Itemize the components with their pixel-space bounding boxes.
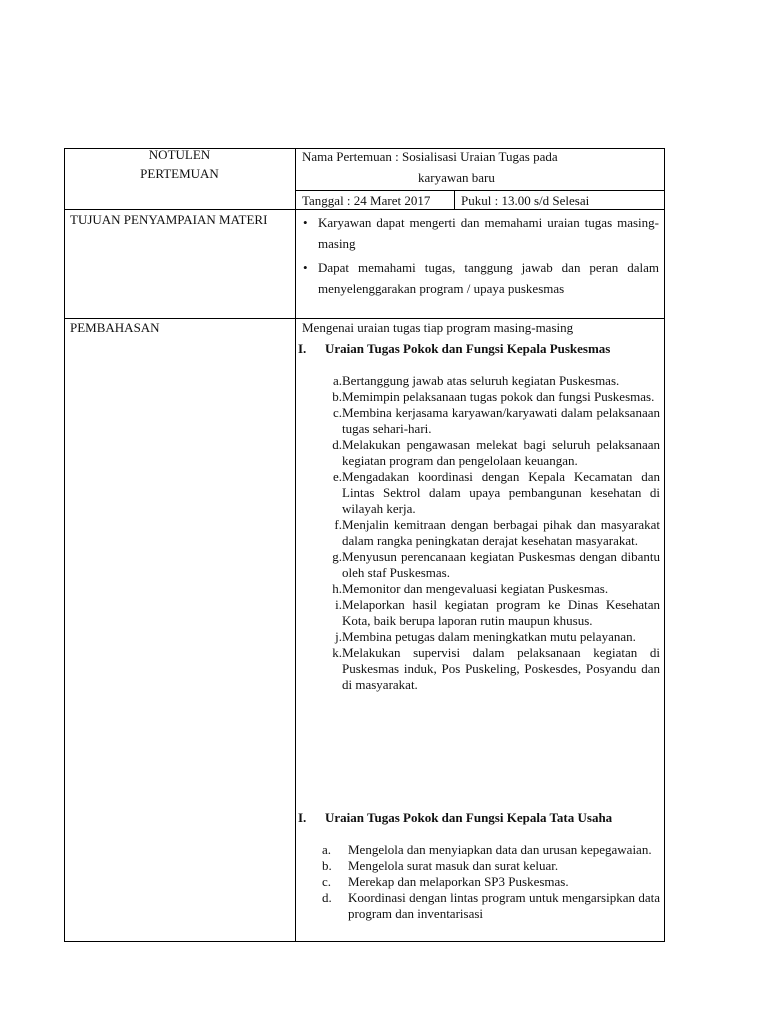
- tujuan-row-divider: [64, 318, 665, 319]
- section2-heading: Uraian Tugas Pokok dan Fungsi Kepala Tata Usaha: [325, 810, 613, 825]
- list-item: g. Menyusun perencanaan kegiatan Puskesmas dengan dibantu oleh staf Puskesmas.: [332, 549, 660, 580]
- tujuan-label: TUJUAN PENYAMPAIAN MATERI: [70, 212, 268, 227]
- list-item: i. Melaporkan hasil kegiatan program ke Dinas Kesehatan Kota, baik berupa laporan rutin maupun khusus.: [335, 597, 660, 628]
- meeting-date: Tanggal : 24 Maret 2017: [302, 193, 431, 208]
- section1-number: I.: [298, 341, 307, 356]
- section1-heading: Uraian Tugas Pokok dan Fungsi Kepala Puskesmas: [325, 341, 611, 356]
- list-item: f. Menjalin kemitraan dengan berbagai pihak dan masyarakat dalam rangka peningkatan derajat kesehatan masyarakat.: [334, 517, 660, 548]
- list-item: k. Melakukan supervisi dalam pelaksanaan kegiatan di Puskesmas induk, Pos Puskeling, Poskesdes, Posyandu dan di masyarakat.: [332, 645, 660, 692]
- meeting-time: Pukul : 13.00 s/d Selesai: [461, 193, 590, 208]
- section2-list: [322, 842, 660, 922]
- list-item: d. Melakukan pengawasan melekat bagi seluruh pelaksanaan kegiatan program dan pengelolaan keuangan.: [332, 437, 660, 468]
- title-notulen: NOTULEN: [148, 147, 211, 162]
- date-row-divider: [64, 209, 665, 210]
- header-row-divider: [295, 190, 665, 191]
- list-item: e. Mengadakan koordinasi dengan Kepala Kecamatan dan Lintas Sektrol dalam upaya pembangunan kesehatan di wilayah kerja.: [332, 469, 660, 516]
- pembahasan-label: PEMBAHASAN: [70, 320, 160, 335]
- meeting-name-continued: karyawan baru: [418, 170, 495, 185]
- column-divider: [295, 148, 296, 942]
- title-pertemuan: PERTEMUAN: [140, 166, 219, 181]
- date-time-divider: [454, 190, 455, 209]
- section2-title: [298, 810, 660, 826]
- list-item: d. Koordinasi dengan lintas program untuk mengarsipkan data program dan inventarisasi: [322, 890, 660, 921]
- list-item: b. Memimpin pelaksanaan tugas pokok dan fungsi Puskesmas.: [332, 389, 655, 404]
- section2-number: I.: [298, 810, 307, 825]
- section1-list: [322, 373, 660, 693]
- list-item: h. Memonitor dan mengevaluasi kegiatan Puskesmas.: [332, 581, 609, 596]
- section1-title: [298, 341, 660, 357]
- tujuan-item: • Karyawan dapat mengerti dan memahami uraian tugas masing-masing: [302, 212, 659, 254]
- list-item: a. Mengelola dan menyiapkan data dan urusan kepegawaian.: [322, 842, 652, 857]
- list-item: c. Merekap dan melaporkan SP3 Puskesmas.: [322, 874, 569, 889]
- tujuan-list: [302, 212, 659, 302]
- meeting-name: Nama Pertemuan : Sosialisasi Uraian Tugas pada: [302, 149, 558, 164]
- list-item: c. Membina kerjasama karyawan/karyawati dalam pelaksanaan tugas sehari-hari.: [332, 405, 660, 436]
- list-item: a. Bertanggung jawab atas seluruh kegiatan Puskesmas.: [332, 373, 620, 388]
- list-item: j. Membina petugas dalam meningkatkan mutu pelayanan.: [335, 629, 636, 644]
- pembahasan-intro: Mengenai uraian tugas tiap program masing-masing: [302, 320, 574, 335]
- tujuan-item: • Dapat memahami tugas, tanggung jawab dan peran dalam menyelenggarakan program / upaya puskesmas: [302, 257, 659, 299]
- list-item: b. Mengelola surat masuk dan surat keluar.: [322, 858, 559, 873]
